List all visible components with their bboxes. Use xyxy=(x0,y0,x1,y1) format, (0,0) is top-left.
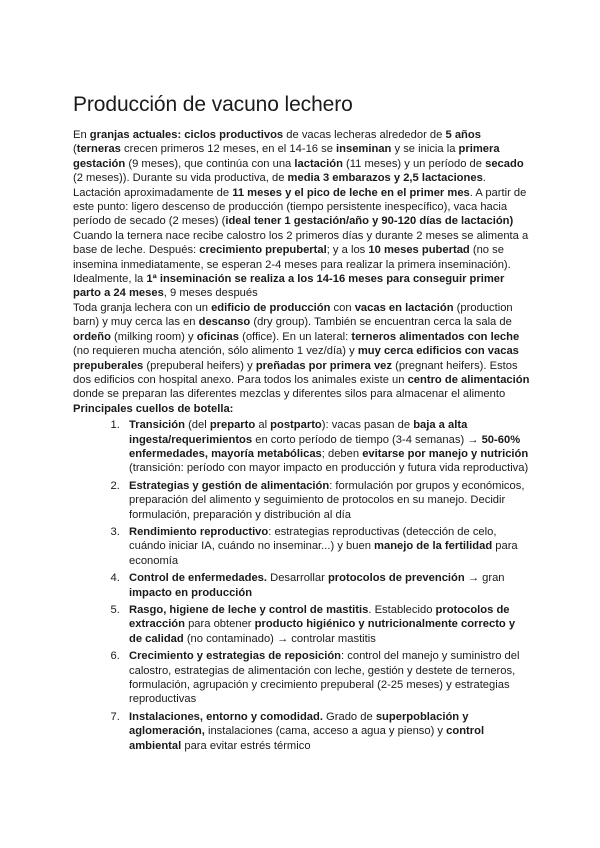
bold-text-run: 10 meses pubertad xyxy=(368,244,470,257)
bold-text-run: secado xyxy=(485,157,524,170)
text-run: . A partir de este punto: ligero descenso de producción (tiempo persistente inespecífico), vaca hacia período de secado (2 meses) ( xyxy=(73,186,527,228)
text-run: . Lactación aproximadamente de xyxy=(73,172,486,199)
bold-text-run: media 3 embarazos y 2,5 lactaciones xyxy=(287,172,483,185)
text-run: ; y a los xyxy=(326,244,369,257)
bold-text-run: centro de alimentación xyxy=(407,373,530,386)
bold-text-run: preñadas por primera vez xyxy=(255,359,392,372)
text-run: ( xyxy=(73,143,77,156)
bold-text-run: protocolos de extracción xyxy=(129,604,510,631)
text-run: (9 meses), que continúa con una xyxy=(125,157,295,170)
bold-text-run: 5 años xyxy=(445,129,481,141)
bold-text-run: ideal tener 1 gestación/año y 90-120 días de lactación) xyxy=(225,215,514,228)
text-run: ; deben xyxy=(321,447,363,460)
text-run: y se inicia la xyxy=(391,143,459,156)
text-run: Cuando la ternera nace recibe calostro los 2 primeros días y durante 2 meses se alimenta a base de leche. Después: xyxy=(73,229,529,257)
bold-text-run: terneras xyxy=(76,143,121,156)
paragraph-farm-layout xyxy=(73,301,530,402)
list-item xyxy=(123,710,530,753)
text-run: (11 meses) y un período de xyxy=(342,157,486,170)
bold-text-run: Rendimiento reproductivo xyxy=(129,525,269,538)
text-run: : formulación por grupos y económicos, preparación del alimento y seguimiento de protocolos en su manejo. Decidir formulación, preparación y distribución al día xyxy=(129,479,525,521)
text-run: Toda granja lechera con un xyxy=(73,301,212,314)
bold-text-run: Control de enfermedades. xyxy=(129,572,268,585)
bold-text-run: evitarse por manejo y nutrición xyxy=(362,447,529,460)
bold-text-run: superpoblación y aglomeración, xyxy=(129,710,469,738)
bold-text-run: 1ª inseminación se realiza a los 14-16 meses para conseguir primer parto a 24 meses xyxy=(73,273,505,300)
text-run: crecen primeros 12 meses, en el 14-16 se xyxy=(120,143,337,156)
text-run: Desarrollar xyxy=(267,572,328,585)
bold-text-run: baja a alta ingesta/requerimientos xyxy=(129,419,468,446)
bold-text-run: Principales cuellos de botella: xyxy=(73,402,234,415)
text-run: Grado de xyxy=(322,710,376,723)
text-run: (prepuberal heifers) y xyxy=(143,359,256,372)
text-run: al xyxy=(255,419,271,432)
bold-text-run: producto higiénico y nutricionalmente correcto y de calidad xyxy=(129,618,516,645)
paragraph-bottlenecks-heading xyxy=(73,402,530,416)
bold-text-run: postparto xyxy=(270,419,322,432)
text-run: para economía xyxy=(129,540,518,567)
bold-text-run: vacas en lactación xyxy=(354,301,454,314)
bold-text-run: descanso xyxy=(198,316,251,329)
text-run: instalaciones (cama, acceso a agua y pienso) y xyxy=(204,725,447,738)
bold-text-run: 11 meses y el pico de leche en el primer mes xyxy=(232,186,470,199)
bold-text-run: primera gestación xyxy=(73,143,500,170)
bottleneck-list xyxy=(73,418,530,753)
bold-text-run: protocolos de prevención xyxy=(327,572,465,585)
list-item xyxy=(123,571,530,600)
text-run: (del xyxy=(184,419,210,432)
bold-text-run: control ambiental xyxy=(129,725,485,752)
text-run: (pregnant heifers). Estos dos edificios con hospital anexo. Para todos los animales existe un xyxy=(73,359,518,386)
bold-text-run: 50-60% enfermedades, mayoría metabólicas xyxy=(129,433,521,460)
bold-text-run: Estrategias y gestión de alimentación xyxy=(129,479,330,492)
text-run: (office). En un lateral: xyxy=(238,330,352,343)
text-run: (no se insemina inmediatamente, se esperan 2-4 meses para realizar la primera inseminación). Idealmente, la xyxy=(73,244,511,286)
text-run: , 9 meses después xyxy=(163,287,258,300)
list-item xyxy=(123,418,530,476)
paragraph-cycles xyxy=(73,128,530,229)
text-run: (production barn) y muy cerca las en xyxy=(73,301,513,329)
text-run: → gran xyxy=(464,572,505,585)
bold-text-run: crecimiento prepubertal xyxy=(199,244,327,257)
bold-text-run: muy cerca edificios con vacas prepuberales xyxy=(73,345,519,372)
text-run: (transición: período con mayor impacto en producción y futura vida reproductiva) xyxy=(129,462,529,475)
bold-text-run: manejo de la fertilidad xyxy=(374,540,493,553)
text-run: (dry group). También se encuentran cerca la sala de xyxy=(250,316,512,329)
text-run: de vacas lecheras alrededor de xyxy=(283,129,446,141)
text-run: con xyxy=(330,301,355,314)
text-run: para evitar estrés térmico xyxy=(181,739,311,752)
text-run: : control del manejo y suministro del calostro, estrategias de alimentación con leche, gestión y destete de terneros, formulación, agrupación y crecimiento prepuberal (2-25 meses) y estrategias reproductivas xyxy=(129,650,520,706)
bold-text-run: lactación xyxy=(294,157,343,170)
text-run: (no contaminado) → controlar mastitis xyxy=(183,632,376,645)
list-item xyxy=(123,603,530,646)
paragraph-calf-growth xyxy=(73,229,530,301)
document-title: Producción de vacuno lechero xyxy=(73,93,353,116)
bold-text-run: Transición xyxy=(129,419,185,432)
list-item xyxy=(123,649,530,707)
text-run: donde se preparan las diferentes mezclas y diferentes silos para almacenar el alimento xyxy=(73,388,506,401)
text-run: en corto período de tiempo (3-4 semanas) → xyxy=(252,433,482,446)
bold-text-run: preparto xyxy=(209,419,256,432)
text-run: (no requieren mucha atención, sólo alimento 1 vez/día) y xyxy=(73,345,358,358)
bold-text-run: Crecimiento y estrategias de reposición xyxy=(129,650,342,663)
document-body xyxy=(73,128,530,753)
list-item xyxy=(123,479,530,522)
text-run: . Establecido xyxy=(368,604,436,616)
text-run: : estrategias reproductivas (detección de celo, cuándo iniciar IA, cuándo no inseminar...) y buen xyxy=(129,525,497,553)
bold-text-run: granjas actuales: ciclos productivos xyxy=(89,129,284,141)
text-run: para obtener xyxy=(184,618,255,631)
bold-text-run: oficinas xyxy=(196,330,239,343)
text-run: ): vacas pasan de xyxy=(321,419,414,432)
bold-text-run: inseminan xyxy=(336,143,392,156)
bold-text-run: ordeño xyxy=(73,330,111,343)
text-run: (milking room) y xyxy=(110,330,197,343)
bold-text-run: edificio de producción xyxy=(211,301,331,314)
text-run: (2 meses)). Durante su vida productiva, de xyxy=(73,172,288,185)
bold-text-run: terneros alimentados con leche xyxy=(351,330,520,343)
bold-text-run: Rasgo, higiene de leche y control de mastitis xyxy=(129,604,369,616)
bold-text-run: Instalaciones, entorno y comodidad. xyxy=(129,710,323,723)
list-item xyxy=(123,525,530,568)
text-run: En xyxy=(73,129,90,141)
bold-text-run: impacto en producción xyxy=(129,586,253,599)
